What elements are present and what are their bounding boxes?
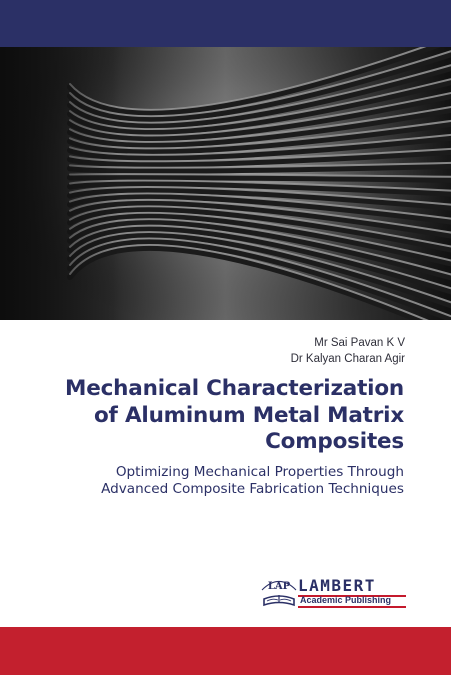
- metal-rib-shadow: [70, 177, 451, 180]
- book-title: [4, 376, 404, 456]
- cover-metal-arches-image: [0, 47, 451, 320]
- svg-text:LAP: LAP: [267, 581, 291, 592]
- author-name: Mr Sai Pavan K V: [314, 337, 405, 349]
- open-book-globe-icon: [258, 575, 300, 611]
- publisher-rule: [298, 606, 406, 608]
- title-line: of Aluminum Metal Matrix: [93, 402, 404, 428]
- bottom-color-band: [0, 627, 451, 675]
- title-line: Mechanical Characterization: [65, 376, 404, 401]
- top-color-band: [0, 0, 451, 47]
- publisher-logo: [258, 575, 410, 611]
- author-list: [291, 335, 405, 367]
- subtitle-line: Optimizing Mechanical Properties Through: [115, 464, 404, 480]
- title-line: Composites: [265, 429, 404, 454]
- publisher-name: LAMBERT: [298, 576, 376, 595]
- author-name: Dr Kalyan Charan Agir: [290, 353, 405, 365]
- subtitle-line: Advanced Composite Fabrication Techniques: [101, 481, 404, 497]
- publisher-tagline: Academic Publishing: [300, 595, 392, 605]
- book-subtitle: [14, 464, 404, 498]
